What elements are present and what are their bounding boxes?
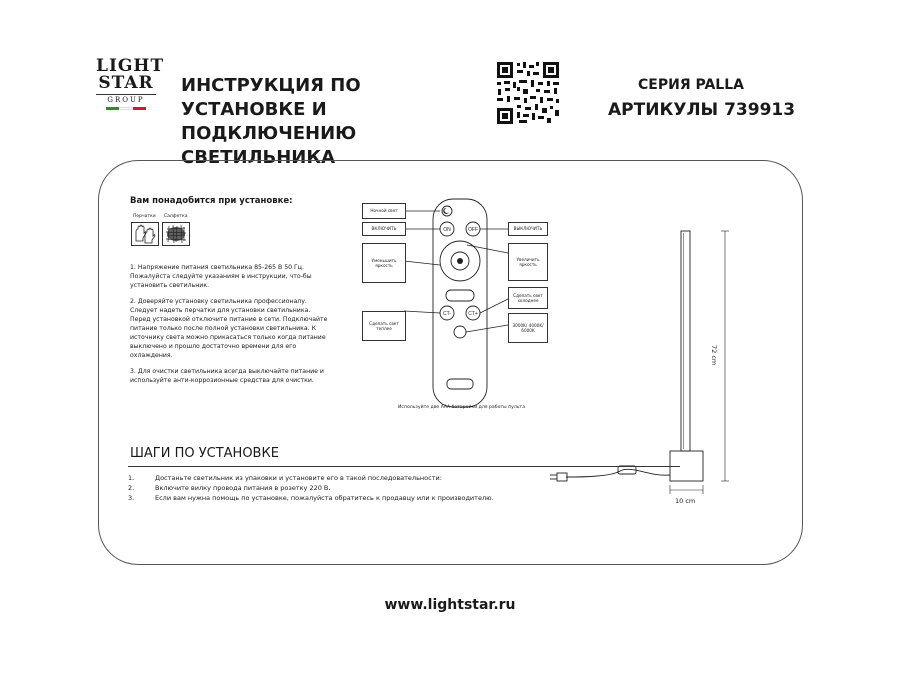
dimension-height: 72 cm xyxy=(710,345,718,366)
step-text: Если вам нужна помощь по установке, пожалуйста обратитесь к продавцу или к производителю. xyxy=(155,494,494,502)
tool-label-gloves: Перчатки xyxy=(133,214,156,219)
logo-line-3: GROUP xyxy=(96,94,156,104)
gloves-icon xyxy=(131,222,159,246)
remote-on-button-label: ON xyxy=(443,227,451,233)
steps-divider xyxy=(128,466,680,467)
step-item xyxy=(128,473,494,483)
label-bright: Увеличить яркость xyxy=(508,243,548,281)
note-1: 1. Напряжение питания светильника 85-265 В 50 Гц. Пожалуйста следуйте указаниям в инструкции, что-бы установить светильник. xyxy=(130,264,312,289)
note-3: 3. Для очистки светильника всегда выключайте питание и используйте анти-коррозионные средства для очистки. xyxy=(130,368,324,384)
page-title xyxy=(181,74,481,170)
cloth-icon xyxy=(162,222,190,246)
note-2: 2. Доверяйте установку светильника профессионалу. Следует надеть перчатки для установки светильника. Перед установкой отключите питание в сети. Подключайте питание только после полной установки светильника. К источнику света можно прикасаться только когда питание выключено и прошло достаточно времени для его охлаждения. xyxy=(130,298,328,359)
step-item xyxy=(128,493,494,503)
logo-line-1: LIGHT xyxy=(96,56,165,76)
step-text: Включите вилку провода питания в розетку 220 В. xyxy=(155,484,331,492)
remote-off-button-label: OFF xyxy=(468,227,478,233)
svg-text:CT+: CT+ xyxy=(468,311,478,317)
step-number: 1. xyxy=(128,474,135,482)
qr-code-icon xyxy=(495,60,561,126)
qr-code[interactable] xyxy=(495,60,561,126)
remote-diagram xyxy=(360,195,560,415)
step-item xyxy=(128,483,494,493)
website-link[interactable]: www.lightstar.ru xyxy=(384,597,516,613)
tool-label-cloth: Салфетка xyxy=(164,214,188,219)
label-night-light: Ночной свет xyxy=(362,203,406,219)
label-cct: 3000K/ 4000K/ 6000K xyxy=(508,313,548,343)
label-colder: Сделать свет холоднее xyxy=(508,287,548,309)
series-label: СЕРИЯ PALLA xyxy=(638,77,744,93)
install-needs-heading: Вам понадобится при установке: xyxy=(130,196,293,206)
steps-list xyxy=(128,473,494,503)
logo-line-2: STAR xyxy=(98,73,154,93)
steps-heading: ШАГИ ПО УСТАНОВКЕ xyxy=(130,446,279,461)
label-turn-off: ВЫКЛЮЧИТЬ xyxy=(508,222,548,236)
battery-note: Используйте две ААА батарейки для работы пульта xyxy=(398,405,526,410)
label-warmer: Сделать свет теплее xyxy=(362,311,406,341)
italian-flag-stripe xyxy=(106,107,146,110)
step-number: 2. xyxy=(128,484,135,492)
label-dim: Уменьшить яркость xyxy=(362,243,406,283)
svg-text:CT-: CT- xyxy=(442,311,452,317)
brand-logo xyxy=(96,56,165,126)
step-number: 3. xyxy=(128,494,135,502)
article-number: АРТИКУЛЫ 739913 xyxy=(608,100,796,120)
dimension-width: 10 cm xyxy=(675,497,696,505)
title-line-1: ИНСТРУКЦИЯ ПО УСТАНОВКЕ И xyxy=(181,75,361,120)
title-line-2: ПОДКЛЮЧЕНИЮ СВЕТИЛЬНИКА xyxy=(181,123,357,168)
step-text: Достаньте светильник из упаковки и установите его в такой последовательности: xyxy=(155,474,442,482)
safety-notes xyxy=(130,263,330,392)
label-turn-on: ВКЛЮЧИТЬ xyxy=(362,222,406,236)
